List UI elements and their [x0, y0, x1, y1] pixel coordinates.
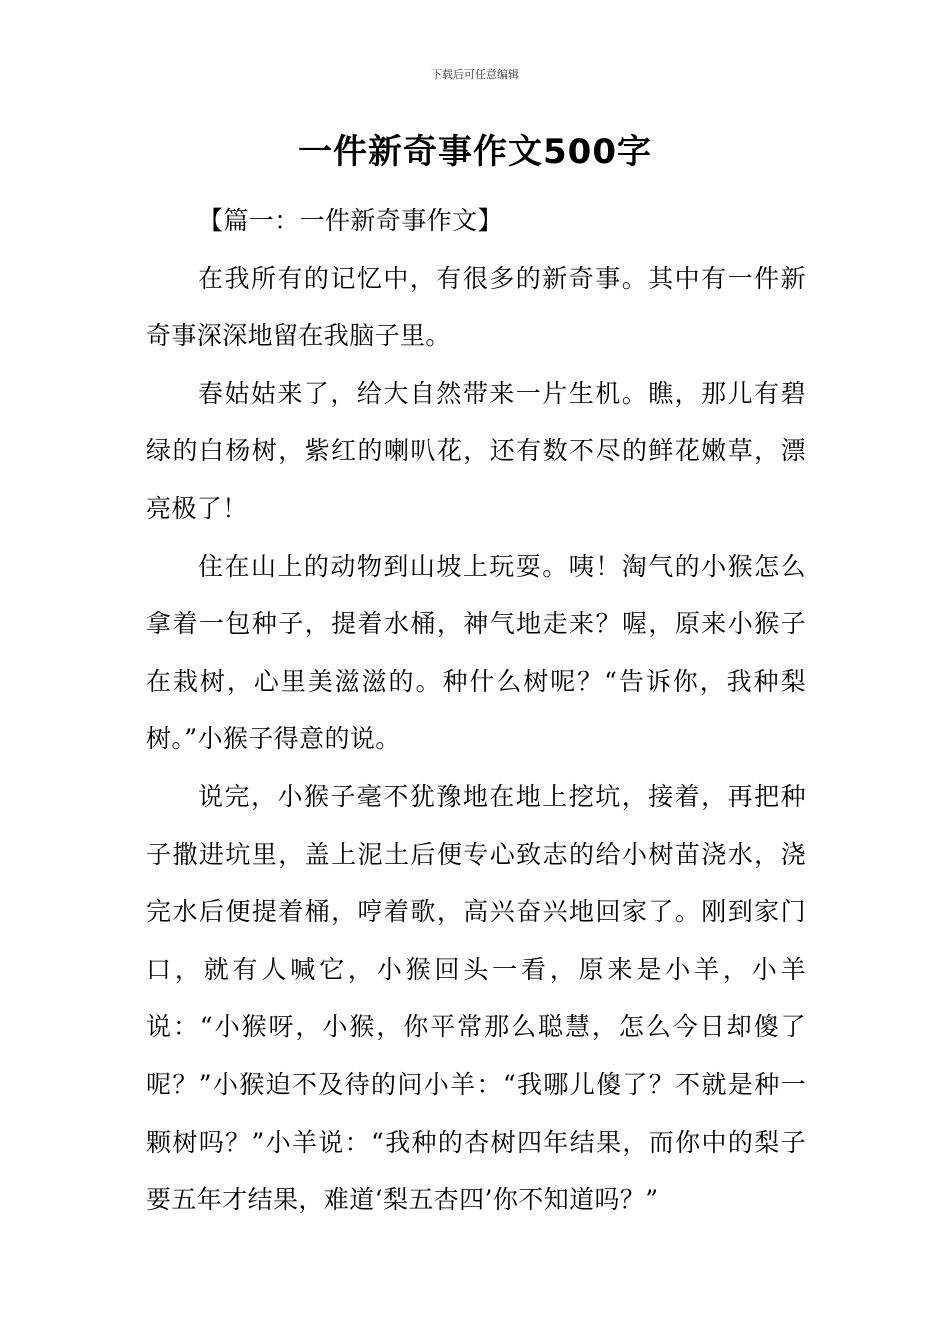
paragraph-3: 住在山上的动物到山坡上玩耍。咦！淘气的小猴怎么拿着一包种子，提着水桶，神气地走来？喔，原来小猴子在栽树，心里美滋滋的。种什么树呢？“告诉你，我种梨树。”小猴子得意的说。 — [146, 551, 806, 754]
section-heading: 【篇一：一件新奇事作文】 — [198, 206, 503, 235]
document-body — [146, 192, 806, 1229]
paragraph-4: 说完，小猴子毫不犹豫地在地上挖坑，接着，再把种子撒进坑里，盖上泥土后便专心致志的给小树苗浇水，浇完水后便提着桶，哼着歌，高兴奋兴地回家了。刚到家门口，就有人喊它，小猴回头一看，原来是小羊，小羊说：“小猴呀，小猴，你平常那么聪慧，怎么今日却傻了呢？”小猴迫不及待的问小羊：“我哪儿傻了？不就是种一颗树吗？”小羊说：“我种的杏树四年结果，而你中的梨子要五年才结果，难道‘梨五杏四’你不知道吗？” — [146, 781, 806, 1215]
document-title: 一件新奇事作文500字 — [298, 132, 652, 172]
paragraph-1: 在我所有的记忆中，有很多的新奇事。其中有一件新奇事深深地留在我脑子里。 — [146, 263, 806, 351]
paragraph-2: 春姑姑来了，给大自然带来一片生机。瞧，那儿有碧绿的白杨树，紫红的喇叭花，还有数不尽的鲜花嫩草，漂亮极了！ — [146, 378, 806, 523]
header-note: 下载后可任意编辑 — [431, 68, 519, 81]
